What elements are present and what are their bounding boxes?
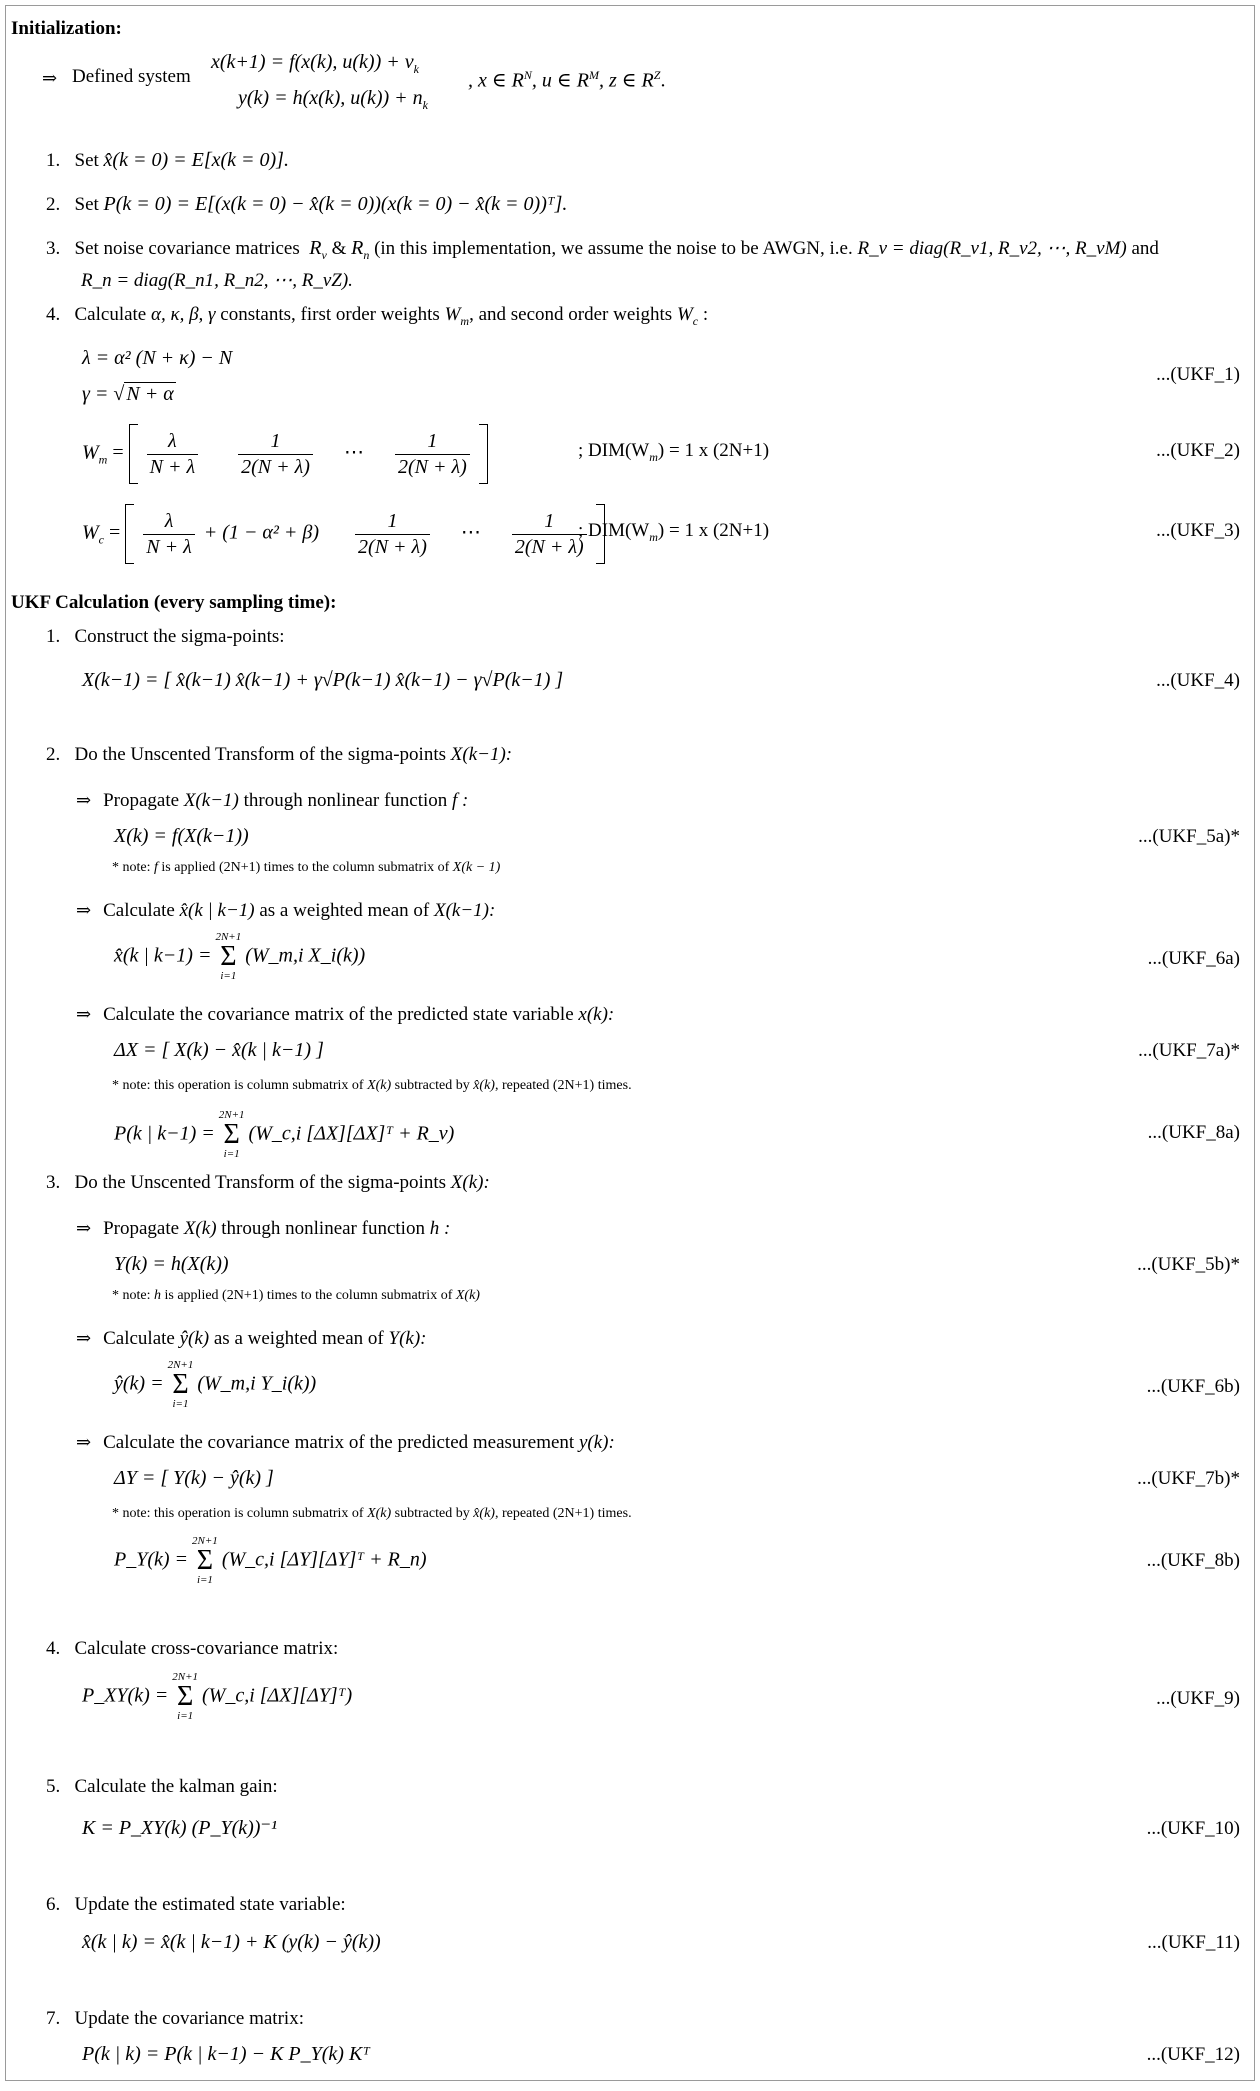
tag-ukf-4: ...(UKF_4) [1156, 670, 1240, 691]
lambda-equation: λ = α² (N + κ) − N [82, 347, 233, 369]
tag-ukf-8b: ...(UKF_8b) [1146, 1550, 1240, 1571]
document-page [5, 5, 1255, 2081]
tag-ukf-6b: ...(UKF_6b) [1146, 1376, 1240, 1397]
tag-ukf-8a: ...(UKF_8a) [1147, 1122, 1240, 1143]
arrow-icon: ⇒ [76, 1328, 92, 1348]
calc-step-5: 5. Calculate the kalman gain: [46, 1776, 278, 1797]
init-heading: Initialization: [11, 18, 122, 39]
tag-ukf-3: ...(UKF_3) [1156, 520, 1240, 541]
calc-step-7: 7. Update the covariance matrix: [46, 2008, 304, 2029]
step-3b: ⇒ Calculate ŷ(k) as a weighted mean of Y(k): [76, 1328, 427, 1349]
arrow-icon: ⇒ [76, 1432, 92, 1452]
eq-ukf-12: P(k | k) = P(k | k−1) − K P_Y(k) Kᵀ [82, 2043, 371, 2065]
init-step-2: 2. Set P(k = 0) = E[(x(k = 0) − x̂(k = 0))(x(k = 0) − x̂(k = 0))ᵀ]. [46, 193, 568, 215]
step-2a: ⇒ Propagate X(k−1) through nonlinear function f : [76, 790, 469, 811]
eq-ukf-4: X(k−1) = [ x̂(k−1) x̂(k−1) + γ√P(k−1) x̂(k−1) − γ√P(k−1) ] [82, 669, 564, 691]
eq-ukf-8b: P_Y(k) = 2N+1 Σ i=1 (W_c,i [ΔY][ΔY]ᵀ + R_n) [114, 1535, 427, 1586]
calc-step-2: 2. Do the Unscented Transform of the sigma-points X(k−1): [46, 744, 513, 765]
arrow-icon: ⇒ [76, 1218, 92, 1238]
system-eq2: y(k) = h(x(k), $u(k)) + n_k$ [238, 87, 428, 112]
eq-ukf-7a: ΔX = [ X(k) − x̂(k | k−1) ] [114, 1039, 324, 1061]
step-2b: ⇒ Calculate x̂(k | k−1) as a weighted mean of X(k−1): [76, 900, 496, 921]
eq-ukf-6b: ŷ(k) = 2N+1 Σ i=1 (W_m,i Y_i(k)) [114, 1359, 317, 1410]
arrow-icon: ⇒ [76, 900, 92, 920]
wm-equation: $W_m$ = $\frac{\lambda}{N + \lambda}$ $\frac{1}{2(N + \lambda)}$ ⋯ $\frac{1}{2(N + \lambda)}$ [82, 424, 488, 484]
tag-ukf-9: ...(UKF_9) [1156, 1688, 1240, 1709]
tag-ukf-6a: ...(UKF_6a) [1147, 948, 1240, 969]
init-step-3: 3. Set noise covariance matrices $R_v$ & $R_n$ (in this implementation, we assume the noise to be AWGN, i.e. R_v = diag(R_v1, R_v2, ⋯, R_vM) and [46, 237, 1159, 262]
gamma-equation: γ = √ N + α [82, 383, 174, 405]
calc-step-3: 3. Do the Unscented Transform of the sigma-points X(k): [46, 1172, 490, 1193]
eq-ukf-9: P_XY(k) = 2N+1 Σ i=1 (W_c,i [ΔX][ΔY]ᵀ) [82, 1671, 353, 1722]
tag-ukf-1: ...(UKF_1) [1156, 364, 1240, 385]
tag-ukf-11: ...(UKF_11) [1147, 1932, 1240, 1953]
note-7b: * note: this operation is column submatrix of X(k) subtracted by x̂(k), repeated (2N+1) times. [112, 1506, 632, 1521]
tag-ukf-7b: ...(UKF_7b)* [1137, 1468, 1240, 1489]
tag-ukf-10: ...(UKF_10) [1146, 1818, 1240, 1839]
eq-ukf-7b: ΔY = [ Y(k) − ŷ(k) ] [114, 1467, 274, 1489]
calc-step-6: 6. Update the estimated state variable: [46, 1894, 346, 1915]
tag-ukf-2: ...(UKF_2) [1156, 440, 1240, 461]
note-5b: * note: h is applied (2N+1) times to the column submatrix of X(k) [112, 1288, 480, 1303]
defined-system-label: Defined system [72, 66, 191, 87]
calc-step-1: 1. Construct the sigma-points: [46, 626, 285, 647]
eq-ukf-5b: Y(k) = h(X(k)) [114, 1253, 229, 1275]
tag-ukf-5b: ...(UKF_5b)* [1137, 1254, 1240, 1275]
eq-ukf-8a: P(k | k−1) = 2N+1 Σ i=1 (W_c,i [ΔX][ΔX]ᵀ + R_v) [114, 1109, 455, 1160]
eq-ukf-10: K = P_XY(k) (P_Y(k))⁻¹ [82, 1817, 277, 1839]
arrow-icon: ⇒ [76, 1004, 92, 1024]
wc-dimension: ; $DIM(W_m) = 1$ x (2N+1) [578, 520, 770, 544]
init-step-3-cont: R_n = diag(R_n1, R_n2, ⋯, R_vZ). [81, 270, 353, 291]
arrow-icon: ⇒ [76, 790, 92, 810]
note-5a: * note: f is applied (2N+1) times to the column submatrix of X(k − 1) [112, 860, 501, 875]
note-7a: * note: this operation is column submatrix of X(k) subtracted by x̂(k), repeated (2N+1) times. [112, 1078, 632, 1093]
eq-ukf-5a: X(k) = f(X(k−1)) [114, 825, 249, 847]
init-step-1: 1. Set x̂(k = 0) = E[x(k = 0)]. [46, 149, 289, 171]
tag-ukf-12: ...(UKF_12) [1146, 2044, 1240, 2065]
wc-equation: $W_c$ = $\frac{\lambda}{N + \lambda}$ + (1 − α² + β) $\frac{1}{2(N + \lambda)}$ ⋯ $\frac{1}{2(N + \lambda)}$ [82, 504, 605, 564]
calc-heading: UKF Calculation (every sampling time): [11, 592, 337, 613]
wm-dimension: ; $DIM(W_m) = 1$ x (2N+1) [578, 440, 770, 464]
step-3c: ⇒ Calculate the covariance matrix of the predicted measurement y(k): [76, 1432, 615, 1453]
step-3a: ⇒ Propagate X(k) through nonlinear function h : [76, 1218, 451, 1239]
init-step-4: 4. Calculate α, κ, β, γ constants, first order weights $W_m$, and second order weights $W_c$ : [46, 304, 709, 328]
eq-ukf-6a: x̂(k | k−1) = 2N+1 Σ i=1 (W_m,i X_i(k)) [114, 931, 366, 982]
system-domain: , x ∈ $R^N$, u ∈ $R^M$, z ∈ $R^Z$. [468, 68, 666, 92]
system-eq1: x(k+1) = f(x(k), $u(k)) + v_k$ [211, 51, 419, 76]
arrow-icon: ⇒ [42, 68, 58, 88]
eq-ukf-11: x̂(k | k) = x̂(k | k−1) + K (y(k) − ŷ(k)) [82, 1931, 381, 1953]
calc-step-4: 4. Calculate cross-covariance matrix: [46, 1638, 339, 1659]
tag-ukf-7a: ...(UKF_7a)* [1138, 1040, 1240, 1061]
tag-ukf-5a: ...(UKF_5a)* [1138, 826, 1240, 847]
step-2c: ⇒ Calculate the covariance matrix of the predicted state variable x(k): [76, 1004, 615, 1025]
